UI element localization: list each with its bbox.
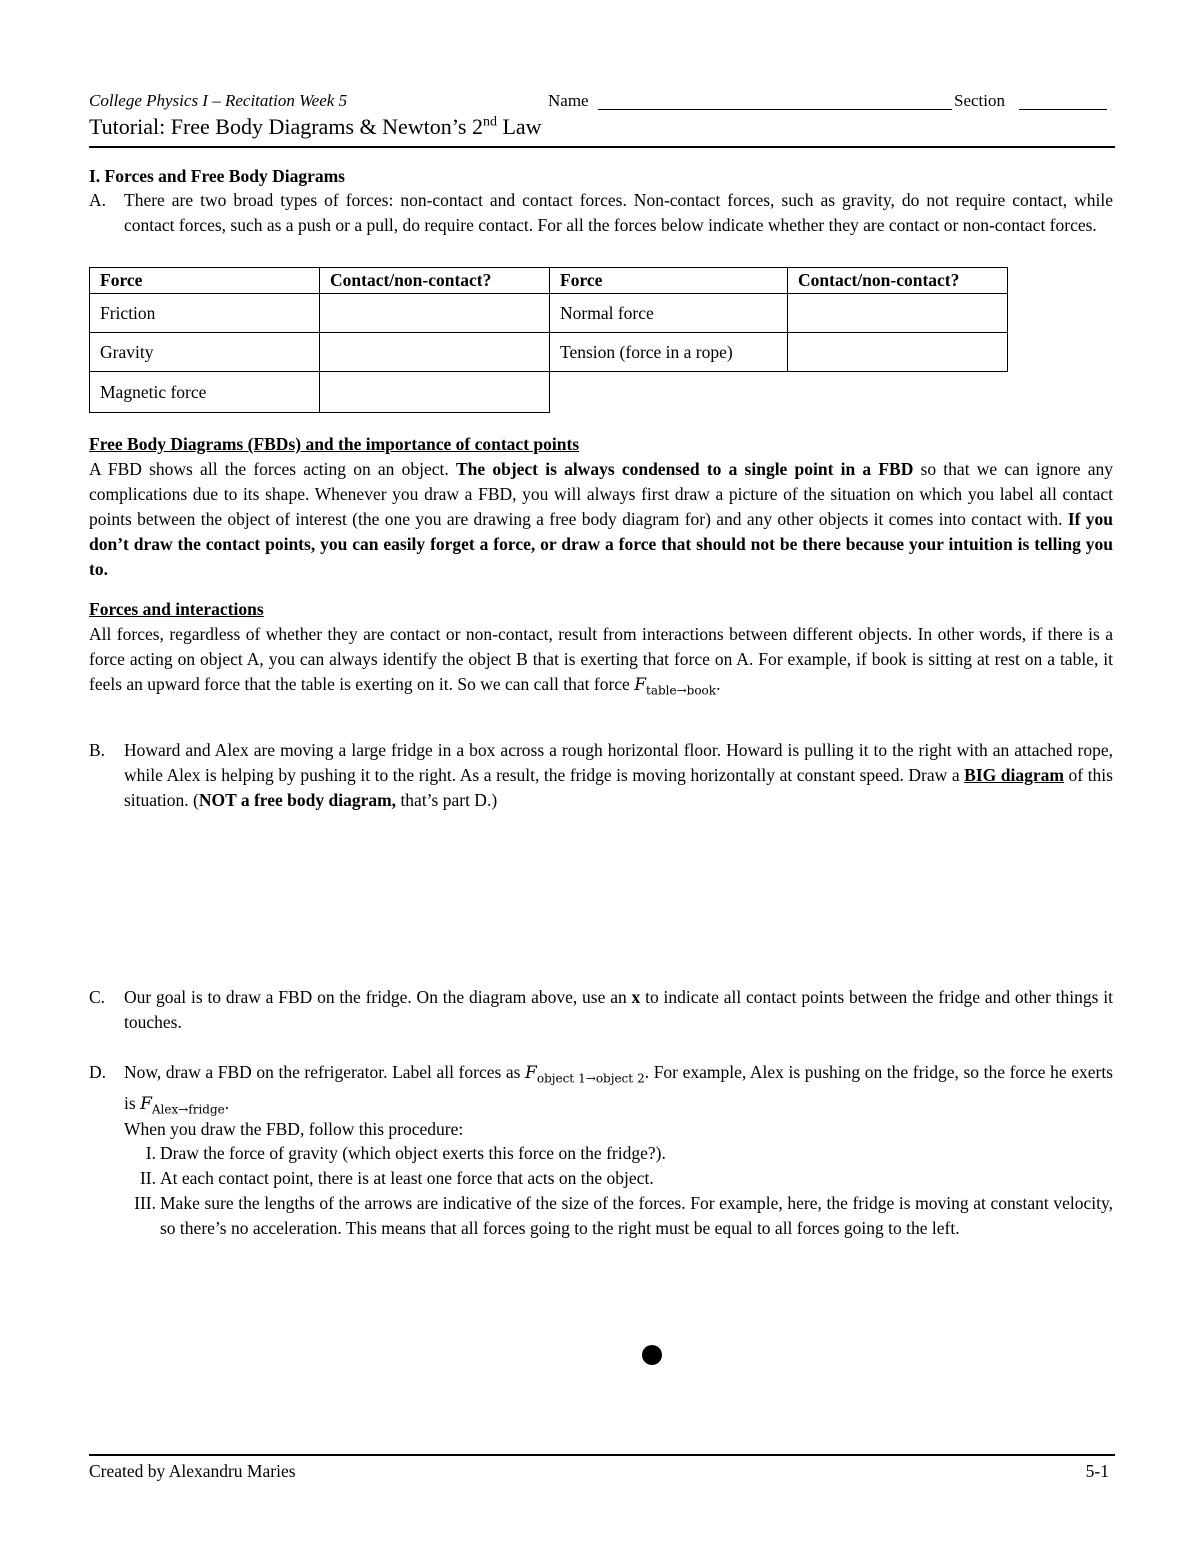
worksheet-page: College Physics I – Recitation Week 5 Name Section Tutorial: Free Body Diagrams & Newton’s 2nd Law I. Forces and Free Body Diagrams A. There are two broad types of forces: non-contact and contact forces. Non-contact forces, such as gravity, do not require contact, while contact forces, such as a push or a pull, do require contact. For all the forces below indicate whether they are contact or non-contact forces. Force Contact/non-contact? Force Contact/non-contact? Friction Normal force Gravity Tension (force in a rope) Magnetic force Free Body Diagrams (FBDs) and the importance of contact points A FBD shows all the forces acting on an object. The object is always condensed to a single point in a FBD so that we can ignore any complications due to its shape. Whenever you draw a FBD, you will always first draw a picture of the situation on which you label all contact points between the object of interest (the one you are drawing a free body diagram for) and any other objects it comes into contact with. If you don’t draw the contact points, you can easily forget a force, or draw a force that should not be there because your intuition is telling you to. Forces and interactions All forces, regardless of whether they are contact or non-contact, result from interactions between different objects. In other words, if there is a force acting on object A, you can always identify the object B that is exerting that force on A. For example, if book is sitting at rest on a table, it feels an upward force that the table is exerting on it. So we can call that force $F_{table\to book}$. B. Howard and Alex are moving a large fridge in a box across a rough horizontal floor. Howard is pulling it to the right with an attached rope, while Alex is helping by pushing it to the right. As a result, the fridge is moving horizontally at constant speed. Draw a BIG diagram of this situation. (NOT a free body diagram, that’s part D.) C. Our goal is to draw a FBD on the fridge. On the diagram above, use an x to indicate all contact points between the fridge and other things it touches. D. Now, draw a FBD on the refrigerator. Label all forces as $F_{object 1\to object 2}$. For example, Alex is pushing on the fridge, so the force he exerts is $F_{Alex\to fridge}$. When you draw the FBD, follow this procedure: I. Draw the force of gravity (which object exerts this force on the fridge?). II. At each contact point, there is at least one force that acts on the object. III. Make sure the lengths of the arrows are indicative of the size of the forces. For example, here, the fridge is moving at constant velocity, so there’s no acceleration. This means that all forces going to the right must be equal to all forces going to the left. Created by Alexandru Maries 5-1: [89, 91, 1113, 1481]
section-blank[interactable]: [1019, 109, 1107, 110]
col-contact: Contact/non-contact?: [788, 268, 1008, 294]
part-a-text: There are two broad types of forces: non-contact and contact forces. Non-contact forces, such as gravity, do not require contact, while contact forces, such as a push or a pull, do require contact. For all the forces below indicate whether they are contact or non-contact forces.: [124, 190, 1113, 235]
force-name: Tension (force in a rope): [550, 333, 788, 372]
header-row: [89, 91, 1115, 113]
answer-cell[interactable]: [320, 372, 550, 413]
interactions-heading: Forces and interactions: [89, 599, 264, 619]
footer-author: Created by Alexandru Maries: [89, 1461, 296, 1481]
footer-rule: [89, 1454, 1115, 1456]
header-rule: [89, 146, 1115, 148]
col-force: Force: [90, 268, 320, 294]
table-header-row: [90, 268, 1008, 294]
fbd-heading: Free Body Diagrams (FBDs) and the importance of contact points: [89, 434, 580, 454]
object-point-dot: [642, 1345, 662, 1365]
answer-cell[interactable]: [320, 333, 550, 372]
part-b-text: Howard and Alex are moving a large fridge in a box across a rough horizontal floor. Howard is pulling it to the right with an attached rope, while Alex is helping by pushing it to the right. As a result, the fridge is moving horizontally at constant speed. Draw a BIG diagram of this situation. (NOT a free body diagram, that’s part D.): [124, 740, 1113, 810]
page-number: 5-1: [1085, 1461, 1109, 1481]
name-blank[interactable]: [598, 109, 952, 110]
answer-cell[interactable]: [788, 294, 1008, 333]
name-label: Name: [548, 91, 589, 110]
table-row: [90, 372, 1008, 413]
interactions-paragraph: All forces, regardless of whether they are contact or non-contact, result from interactions between different objects. In other words, if there is a force acting on object A, you can always identify the object B that is exerting that force on A. For example, if book is sitting at rest on a table, it feels an upward force that the table is exerting on it. So we can call that force $F_{table\to book}$.: [89, 624, 1113, 698]
fbd-paragraph: A FBD shows all the forces acting on an object. The object is always condensed to a single point in a FBD so that we can ignore any complications due to its shape. Whenever you draw a FBD, you will always first draw a picture of the situation on which you label all contact points between the object of interest (the one you are drawing a free body diagram for) and any other objects it comes into contact with. If you don’t draw the contact points, you can easily forget a force, or draw a force that should not be there because your intuition is telling you to.: [89, 459, 1113, 579]
course-title: College Physics I – Recitation Week 5: [89, 91, 348, 110]
col-contact: Contact/non-contact?: [320, 268, 550, 294]
section-label: Section: [954, 91, 1005, 110]
force-name: Magnetic force: [90, 372, 320, 413]
answer-cell[interactable]: [320, 294, 550, 333]
force-name: Friction: [90, 294, 320, 333]
force-name: Normal force: [550, 294, 788, 333]
procedure-intro: When you draw the FBD, follow this procedure:: [124, 1119, 464, 1139]
forces-table: [89, 267, 1008, 413]
part-c-text: Our goal is to draw a FBD on the fridge. On the diagram above, use an x to indicate all contact points between the fridge and other things it touches.: [124, 987, 1113, 1032]
page-title: Tutorial: Free Body Diagrams & Newton’s 2nd Law: [89, 114, 542, 139]
col-force: Force: [550, 268, 788, 294]
table-row: [90, 333, 1008, 372]
force-name: Gravity: [90, 333, 320, 372]
table-row: [90, 294, 1008, 333]
answer-cell[interactable]: [788, 333, 1008, 372]
part-d-text: Now, draw a FBD on the refrigerator. Label all forces as $F_{object 1\to object 2}$. For example, Alex is pushing on the fridge, so the force he exerts is $F_{Alex\to fridge}$.: [124, 1062, 1113, 1117]
section-heading: I. Forces and Free Body Diagrams: [89, 166, 345, 186]
